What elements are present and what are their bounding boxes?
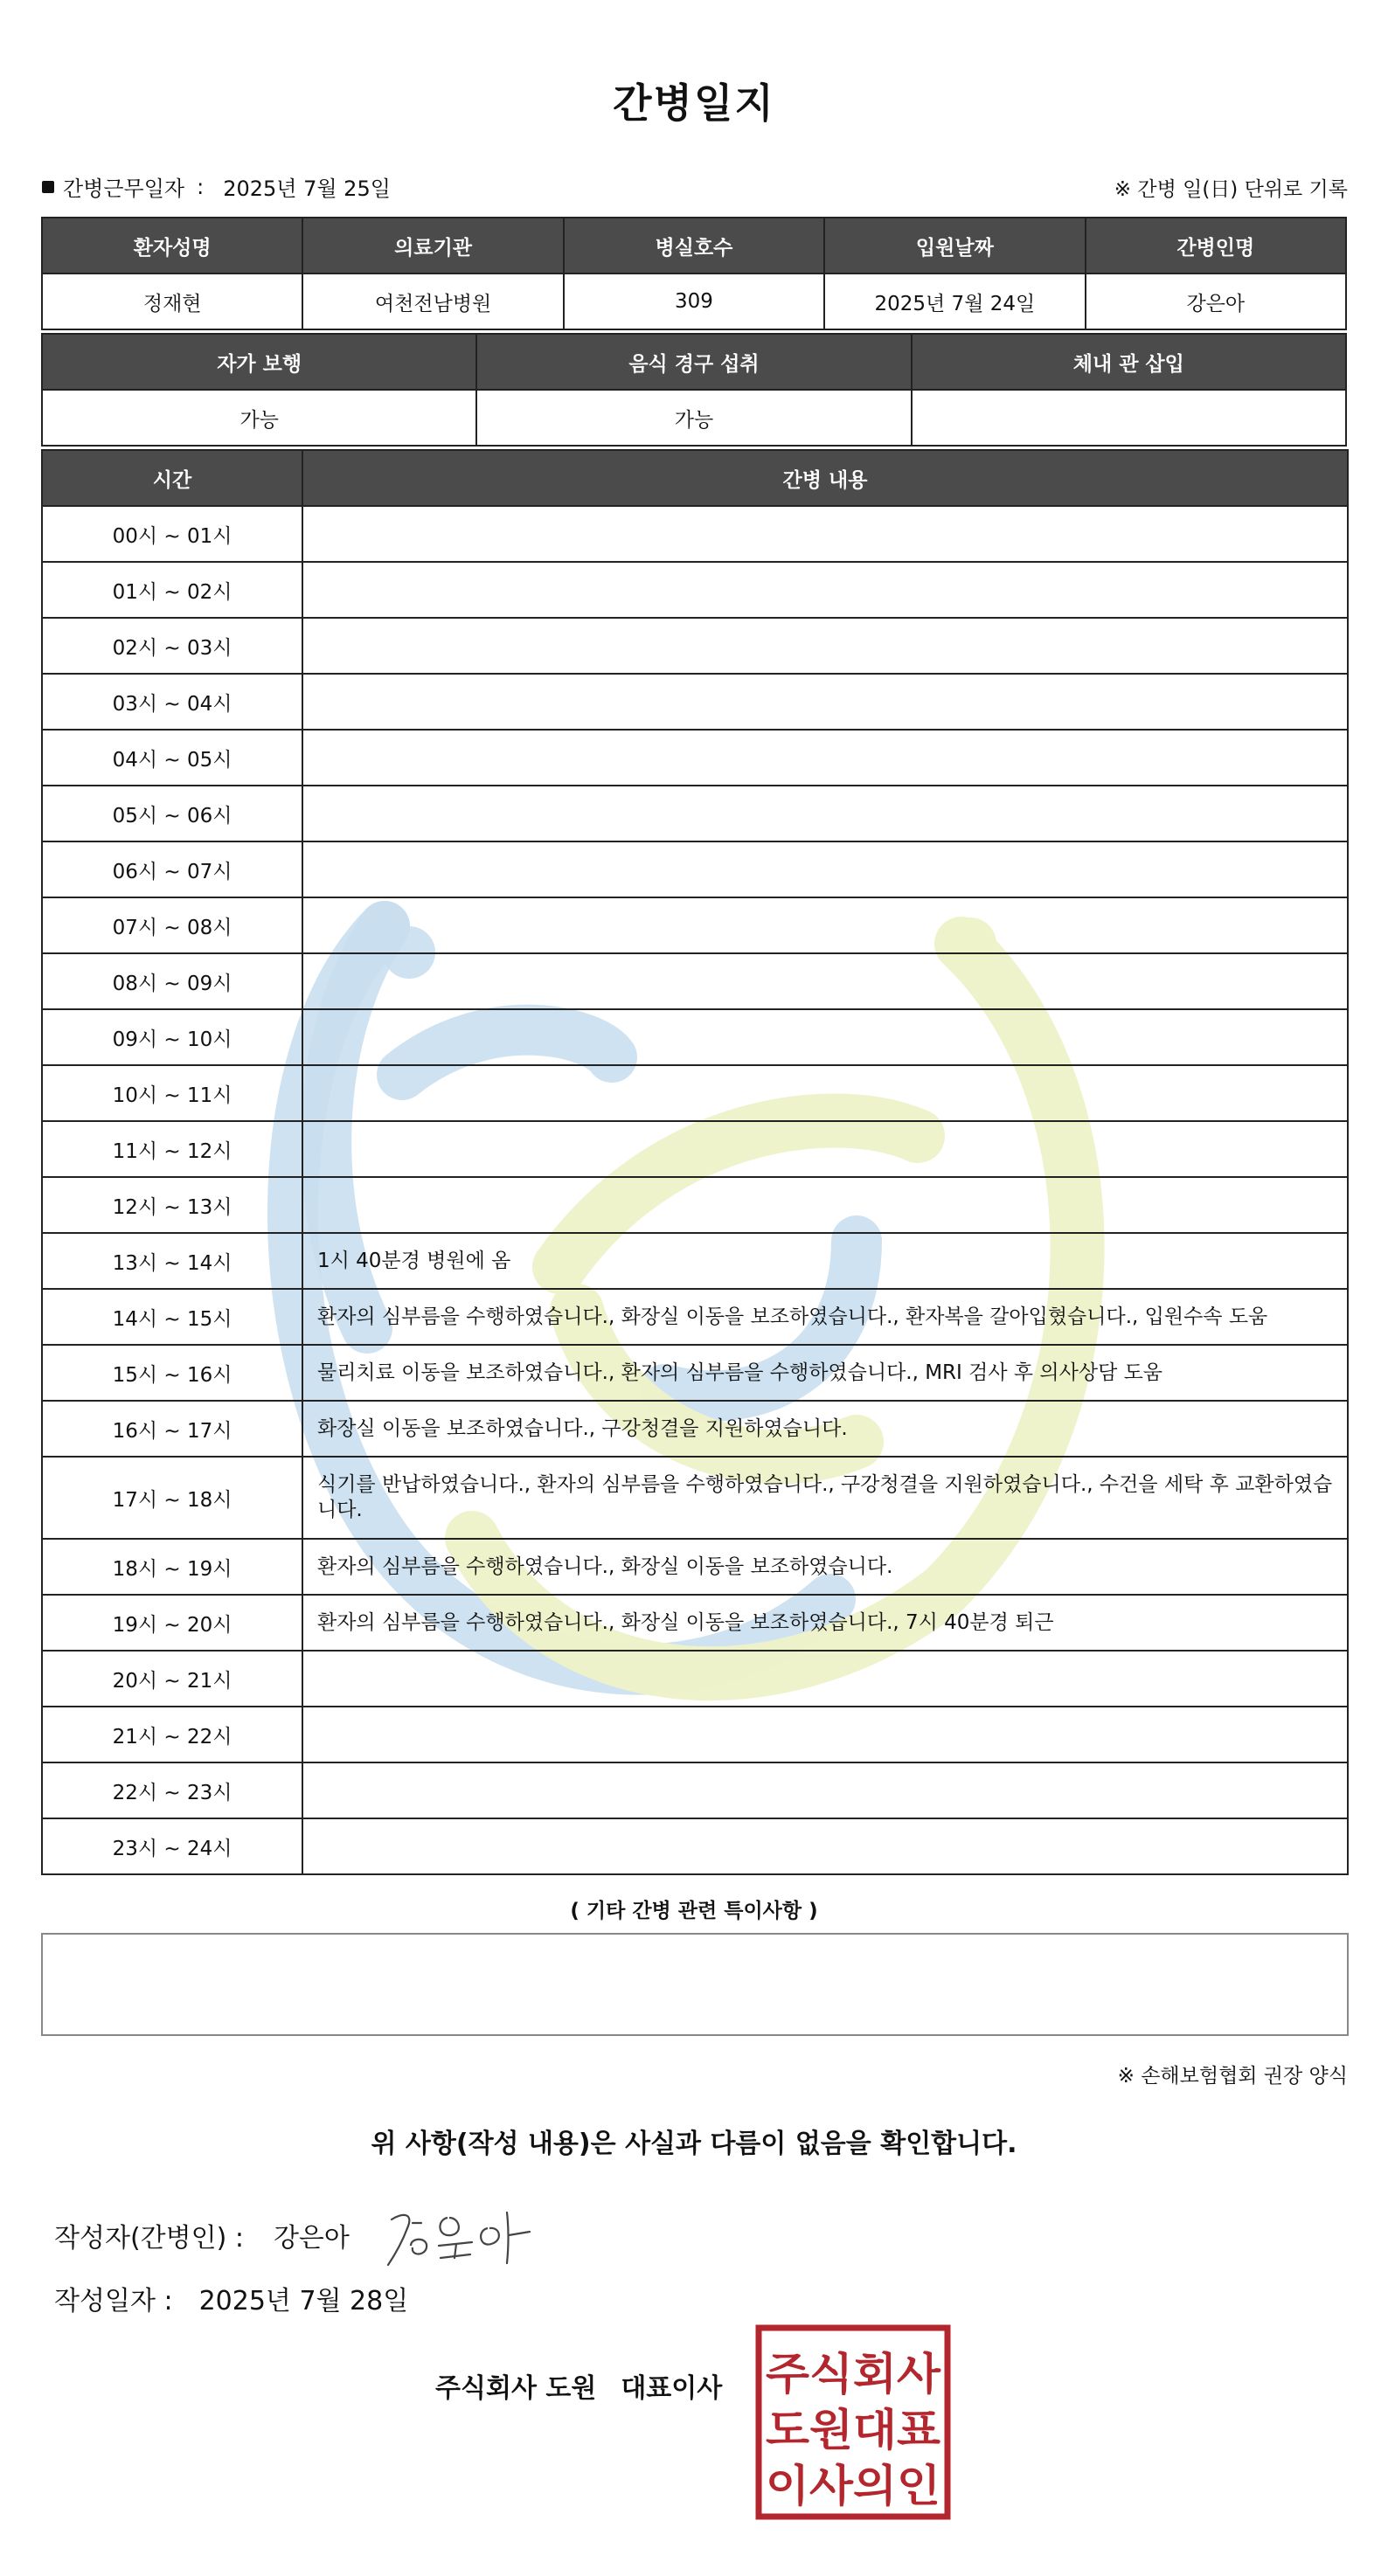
log-time-cell: 18시 ~ 19시 [42,1539,302,1595]
log-time-cell: 16시 ~ 17시 [42,1401,302,1457]
log-content-cell [302,1177,1348,1233]
log-content-cell [302,1065,1348,1121]
written-date-line [54,2279,408,2317]
header-admission-date: 입원날짜 [824,218,1085,274]
table-row [42,618,1348,674]
table-row [42,1065,1348,1121]
care-log-table [41,449,1349,1875]
header-care-content: 간병 내용 [302,450,1348,506]
log-content-cell [302,841,1348,897]
log-content-cell: 환자의 심부름을 수행하였습니다., 화장실 이동을 보조하였습니다., 7시 40분경 퇴근 [302,1595,1348,1651]
company-line [435,2366,722,2405]
care-log-body [42,506,1348,1874]
written-date-value: 2025년 7월 28일 [198,2286,409,2316]
header-patient-name: 환자성명 [42,218,302,274]
table-row [42,1401,1348,1457]
log-content-cell: 화장실 이동을 보조하였습니다., 구강청결을 지원하였습니다. [302,1401,1348,1457]
table-header-row [42,450,1348,506]
work-date-label: 간병근무일자 [63,177,185,201]
confirmation-statement: 위 사항(작성 내용)은 사실과 다름이 없음을 확인합니다. [371,2129,1017,2159]
log-time-cell: 17시 ~ 18시 [42,1457,302,1539]
table-row [42,786,1348,841]
log-content-cell [302,1707,1348,1762]
table-row [42,1762,1348,1818]
caregiver-name: 강은아 [1086,274,1346,329]
table-row [42,1539,1348,1595]
log-time-cell: 06시 ~ 07시 [42,841,302,897]
log-content-cell [302,1121,1348,1177]
log-time-cell: 03시 ~ 04시 [42,674,302,730]
log-time-cell: 10시 ~ 11시 [42,1065,302,1121]
log-time-cell: 21시 ~ 22시 [42,1707,302,1762]
table-row [42,1651,1348,1707]
log-content-cell [302,1818,1348,1874]
log-content-cell: 1시 40분경 병원에 옴 [302,1233,1348,1289]
seal-line-3: 이사의인 [766,2461,940,2511]
table-row [42,1177,1348,1233]
log-time-cell: 09시 ~ 10시 [42,1009,302,1065]
table-header-row [42,218,1346,274]
log-time-cell: 14시 ~ 15시 [42,1289,302,1345]
author-label: 작성자(간병인) : [54,2223,244,2254]
table-row [42,1289,1348,1345]
log-time-cell: 02시 ~ 03시 [42,618,302,674]
log-time-cell: 20시 ~ 21시 [42,1651,302,1707]
company-seal-icon [755,2324,951,2520]
log-content-cell [302,506,1348,562]
log-time-cell: 11시 ~ 12시 [42,1121,302,1177]
log-time-cell: 08시 ~ 09시 [42,953,302,1009]
header-caregiver-name: 간병인명 [1086,218,1346,274]
self-walking: 가능 [42,390,476,446]
table-row [42,841,1348,897]
company-title: 대표이사 [621,2373,723,2404]
table-row [42,953,1348,1009]
log-time-cell: 22시 ~ 23시 [42,1762,302,1818]
header-tube-insertion: 체내 관 삽입 [912,334,1346,390]
institution: 여천전남병원 [302,274,563,329]
table-row [42,274,1346,329]
work-date-colon: : [197,174,205,199]
header-oral-intake: 음식 경구 섭취 [476,334,911,390]
patient-info-table [41,217,1347,330]
header-time: 시간 [42,450,302,506]
special-notes-label: ( 기타 간병 관련 특이사항 ) [570,1900,818,1922]
table-row [42,1233,1348,1289]
header-room-number: 병실호수 [564,218,824,274]
log-time-cell: 00시 ~ 01시 [42,506,302,562]
written-date-label: 작성일자 : [54,2286,173,2316]
log-content-cell: 환자의 심부름을 수행하였습니다., 화장실 이동을 보조하였습니다. [302,1539,1348,1595]
log-content-cell: 식기를 반납하였습니다., 환자의 심부름을 수행하였습니다., 구강청결을 지원하였습니다., 수건을 세탁 후 교환하였습니다. [302,1457,1348,1539]
log-content-cell: 환자의 심부름을 수행하였습니다., 화장실 이동을 보조하였습니다., 환자복을 갈아입혔습니다., 입원수속 도움 [302,1289,1348,1345]
table-row [42,390,1346,446]
log-content-cell [302,1651,1348,1707]
table-row [42,1818,1348,1874]
header-self-walking: 자가 보행 [42,334,476,390]
seal-line-2: 도원대표 [766,2405,941,2455]
log-content-cell: 물리치료 이동을 보조하였습니다., 환자의 심부름을 수행하였습니다., MRI 검사 후 의사상담 도움 [302,1345,1348,1401]
table-row [42,1707,1348,1762]
unit-note: ※ 간병 일(日) 단위로 기록 [1114,178,1348,201]
table-row [42,1009,1348,1065]
room-number: 309 [564,274,824,329]
header-institution: 의료기관 [302,218,563,274]
work-date-line [42,171,391,202]
patient-name: 정재현 [42,274,302,329]
table-row [42,730,1348,786]
admission-date: 2025년 7월 24일 [824,274,1085,329]
seal-line-1: 주식회사 [766,2349,941,2399]
log-content-cell [302,618,1348,674]
tube-insertion [912,390,1346,446]
patient-ability-table [41,333,1347,447]
log-time-cell: 05시 ~ 06시 [42,786,302,841]
log-content-cell [302,562,1348,618]
log-time-cell: 01시 ~ 02시 [42,562,302,618]
author-name: 강은아 [273,2223,350,2254]
table-row [42,897,1348,953]
log-content-cell [302,730,1348,786]
log-time-cell: 13시 ~ 14시 [42,1233,302,1289]
oral-intake: 가능 [476,390,911,446]
log-content-cell [302,897,1348,953]
log-time-cell: 04시 ~ 05시 [42,730,302,786]
table-row [42,506,1348,562]
table-row [42,1457,1348,1539]
table-row [42,1121,1348,1177]
log-content-cell [302,1009,1348,1065]
bullet-square-icon [42,181,54,193]
author-line [54,2216,350,2254]
work-date-value: 2025년 7월 25일 [223,177,391,201]
log-time-cell: 23시 ~ 24시 [42,1818,302,1874]
page-title: 간병일지 [613,80,775,127]
log-content-cell [302,786,1348,841]
log-content-cell [302,1762,1348,1818]
table-row [42,674,1348,730]
table-header-row [42,334,1346,390]
table-row [42,562,1348,618]
log-time-cell: 12시 ~ 13시 [42,1177,302,1233]
log-time-cell: 07시 ~ 08시 [42,897,302,953]
log-time-cell: 15시 ~ 16시 [42,1345,302,1401]
table-row [42,1345,1348,1401]
log-time-cell: 19시 ~ 20시 [42,1595,302,1651]
signature-icon [376,2193,551,2272]
association-note: ※ 손해보험협회 권장 양식 [1117,2065,1348,2088]
special-notes-box [41,1933,1349,2036]
company-name: 주식회사 도원 [435,2373,597,2404]
table-row [42,1595,1348,1651]
log-content-cell [302,674,1348,730]
log-content-cell [302,953,1348,1009]
